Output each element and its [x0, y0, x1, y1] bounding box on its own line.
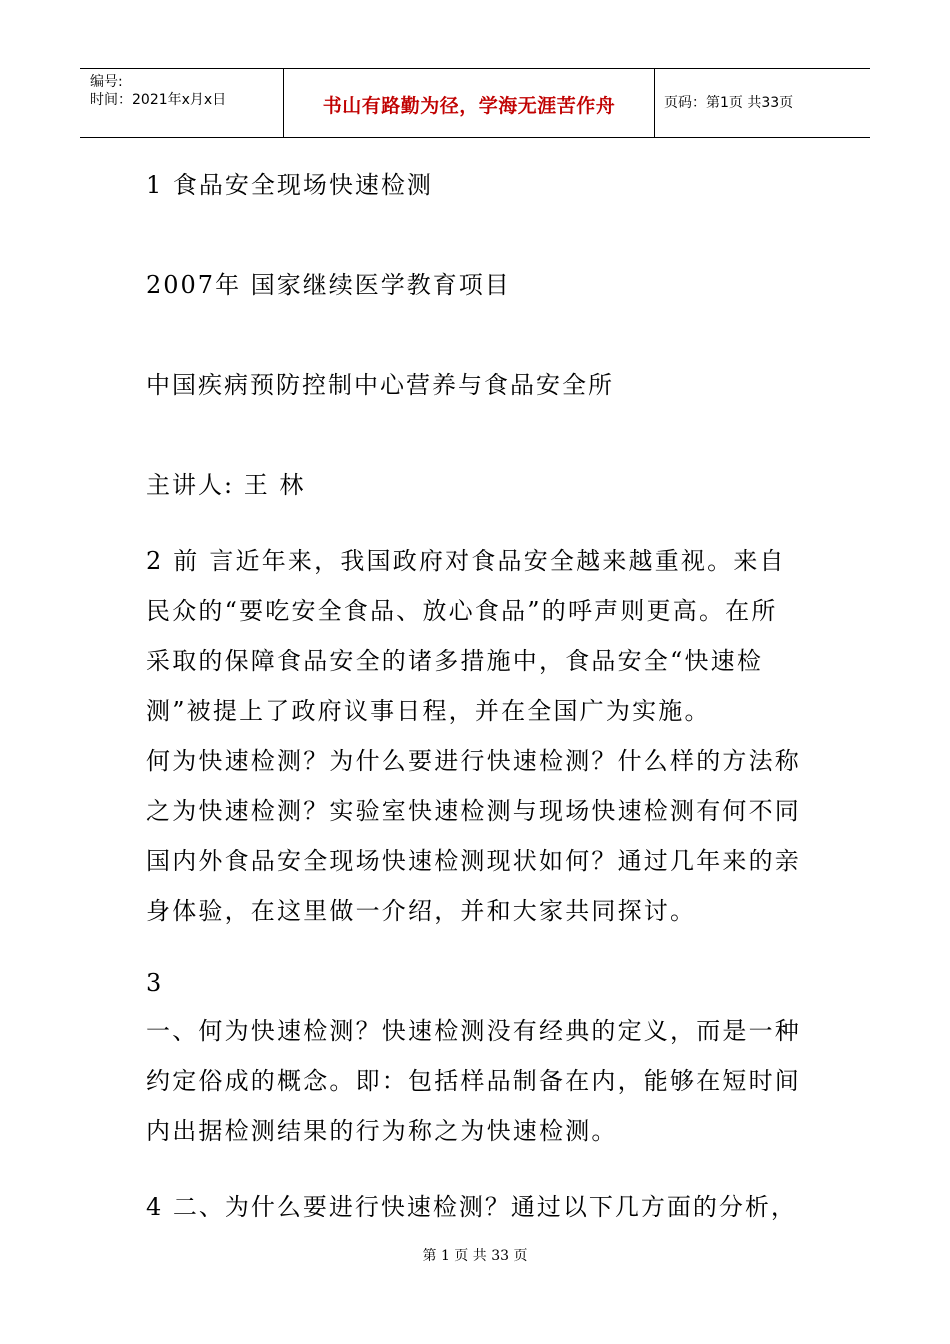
header-page-info: 页码：第1页 共33页 [664, 95, 794, 111]
paragraph-line: 民众的“要吃安全食品、放心食品”的呼声则更高。在所 [146, 597, 778, 625]
header-motto: 书山有路勤为径，学海无涯苦作舟 [322, 95, 616, 117]
paragraph-line: 身体验，在这里做一介绍，并和大家共同探讨。 [146, 897, 697, 925]
header-meta-cell [80, 69, 283, 137]
paragraph-line: 一、何为快速检测？快速检测没有经典的定义，而是一种 [146, 1017, 801, 1045]
paragraph-line: 何为快速检测？为什么要进行快速检测？什么样的方法称 [146, 747, 801, 775]
paragraph-4: 4 二、为什么要进行快速检测？通过以下几方面的分析， [146, 1193, 797, 1221]
project-line: 2007年 国家继续医学教育项目 [146, 271, 511, 299]
header-motto-cell [283, 69, 655, 137]
institution-line: 中国疾病预防控制中心营养与食品安全所 [146, 371, 614, 399]
paragraph-line: 测”被提上了政府议事日程，并在全国广为实施。 [146, 697, 711, 725]
page-header [80, 68, 870, 138]
document-time-label: 时间：2021年x月x日 [90, 92, 227, 108]
paragraph-3 [146, 1006, 810, 1156]
document-title: 1 食品安全现场快速检测 [146, 171, 433, 199]
speaker-line: 主讲人: 王 林 [146, 471, 306, 499]
paragraph-line: 国内外食品安全现场快速检测现状如何？通过几年来的亲 [146, 847, 801, 875]
paragraph-line: 之为快速检测？实验室快速检测与现场快速检测有何不同 [146, 797, 801, 825]
header-page-cell [654, 69, 870, 137]
page-footer: 第 1 页 共 33 页 [422, 1248, 528, 1264]
paragraph-3-number: 3 [146, 969, 164, 997]
paragraph-2 [146, 536, 810, 936]
paragraph-line: 内出据检测结果的行为称之为快速检测。 [146, 1117, 618, 1145]
document-number-label: 编号: [90, 74, 123, 90]
paragraph-line: 采取的保障食品安全的诸多措施中，食品安全“快速检 [146, 647, 764, 675]
paragraph-line: 约定俗成的概念。即：包括样品制备在内，能够在短时间 [146, 1067, 801, 1095]
paragraph-line: 2 前 言近年来，我国政府对食品安全越来越重视。来自 [146, 547, 786, 575]
